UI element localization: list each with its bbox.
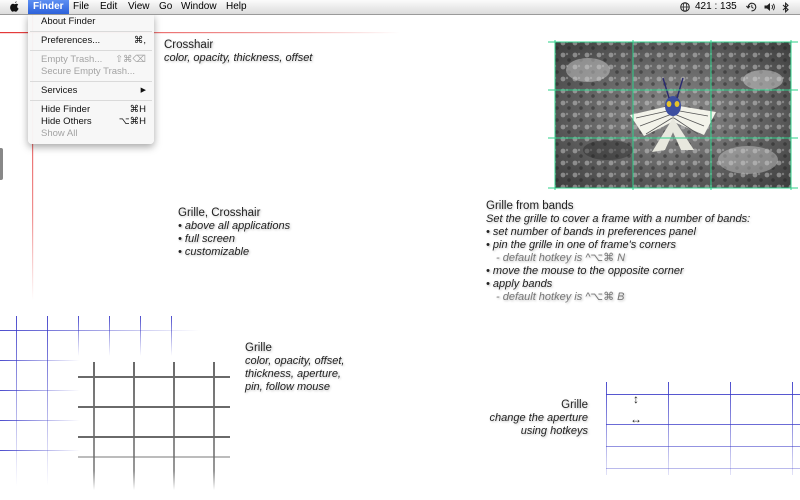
gray-grille-lines — [78, 362, 230, 490]
crosshair-subtitle: color, opacity, thickness, offset — [164, 52, 313, 64]
grille-feature-line: pin, follow mouse — [245, 381, 330, 393]
menu-window[interactable]: Window — [181, 1, 217, 12]
menu-bar — [0, 0, 800, 15]
globe-icon[interactable] — [680, 2, 690, 12]
grille-crosshair-title: Grille, Crosshair — [178, 207, 261, 219]
menu-item-empty-trash: Empty Trash... ⇧⌘⌫ — [41, 54, 146, 65]
volume-icon[interactable] — [764, 2, 776, 12]
menu-help[interactable]: Help — [226, 1, 247, 12]
menu-go[interactable]: Go — [159, 1, 173, 12]
grille-bands-intro: Set the grille to cover a frame with a number of bands: — [486, 213, 751, 225]
grille-bands-line: • pin the grille in one of frame's corners — [486, 239, 676, 251]
apple-icon[interactable] — [10, 1, 20, 12]
grille-caption — [245, 342, 344, 394]
menu-separator — [30, 50, 152, 51]
menu-item-about-finder[interactable]: About Finder — [41, 16, 96, 27]
menu-separator — [30, 100, 152, 101]
grille-aperture-caption — [480, 399, 588, 438]
grille-aperture-line: change the aperture — [489, 412, 588, 424]
grille-crosshair-caption — [178, 207, 290, 259]
grille-bands-line: • apply bands — [486, 278, 553, 290]
crosshair-title: Crosshair — [164, 39, 214, 51]
menu-view[interactable]: View — [128, 1, 150, 12]
grille-feature-line: color, opacity, offset, — [245, 355, 345, 367]
menu-item-services[interactable]: Services ▶ — [41, 85, 146, 96]
grille-crosshair-bullet: • full screen — [178, 233, 236, 245]
coordinates-readout[interactable]: 421 : 135 — [695, 1, 737, 12]
finder-menu — [28, 14, 154, 144]
blue-grille-lines — [0, 316, 200, 486]
crosshair-caption — [164, 39, 312, 65]
menu-item-preferences[interactable]: Preferences... ⌘, — [41, 35, 146, 46]
grille-title: Grille — [245, 342, 272, 354]
menu-item-hide-others[interactable]: Hide Others ⌥⌘H — [41, 116, 146, 127]
time-machine-icon[interactable] — [746, 2, 757, 12]
bluetooth-icon[interactable] — [782, 2, 790, 13]
grille-crosshair-bullet: • above all applications — [178, 220, 291, 232]
grille-bands-hotkey: - default hotkey is ^⌥⌘ B — [496, 291, 625, 303]
menu-item-hide-finder[interactable]: Hide Finder ⌘H — [41, 104, 146, 115]
submenu-arrow-icon: ▶ — [140, 87, 146, 94]
grille-bands-title: Grille from bands — [486, 200, 574, 212]
grille-bands-line: • move the mouse to the opposite corner — [486, 265, 684, 277]
menu-item-show-all: Show All — [41, 128, 78, 139]
grille-aperture-title: Grille — [561, 399, 588, 411]
menu-item-secure-empty-trash: Secure Empty Trash... — [41, 66, 135, 77]
menu-edit[interactable]: Edit — [100, 1, 118, 12]
screen-edge-tab — [0, 148, 3, 180]
menu-separator — [30, 31, 152, 32]
grille-bands-caption — [486, 200, 750, 304]
horizontal-arrow-icon: ↔ — [630, 412, 642, 426]
aperture-grille-illustration — [600, 380, 800, 475]
grille-illustration — [0, 312, 240, 492]
menu-separator — [30, 81, 152, 82]
grille-aperture-line: using hotkeys — [520, 425, 588, 437]
grille-feature-line: thickness, aperture, — [245, 368, 341, 380]
grille-bands-line: • set number of bands in preferences panel — [486, 226, 696, 238]
grille-crosshair-bullet: • customizable — [178, 246, 250, 258]
grille-bands-hotkey: - default hotkey is ^⌥⌘ N — [496, 252, 626, 264]
bands-photo-illustration — [548, 40, 798, 190]
menu-finder[interactable]: Finder — [28, 0, 69, 14]
menu-file[interactable]: File — [73, 1, 90, 12]
vertical-arrow-icon: ↕ — [633, 392, 639, 406]
